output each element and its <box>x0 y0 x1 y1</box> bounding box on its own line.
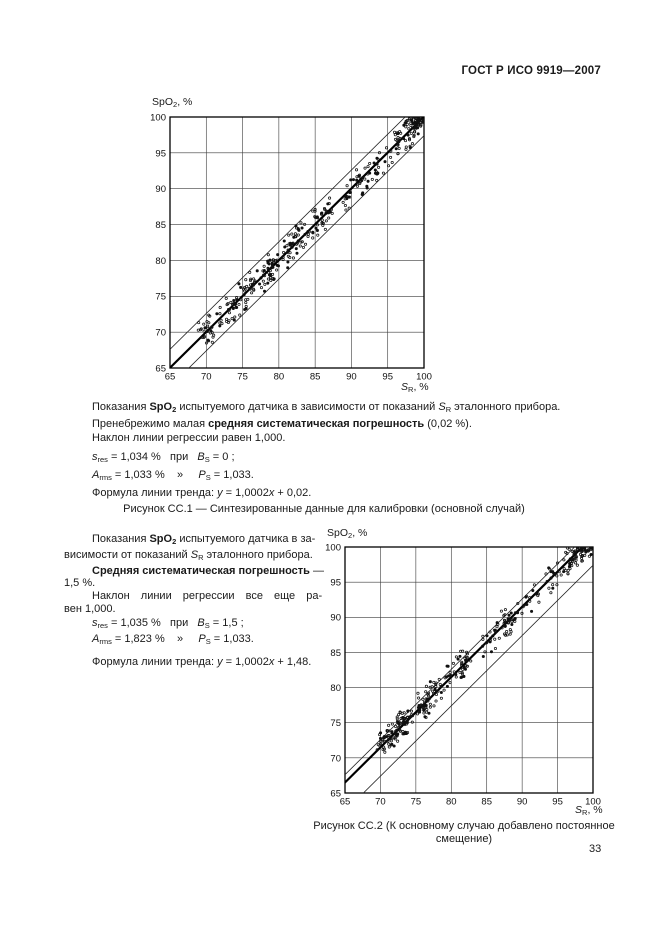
svg-text:90: 90 <box>346 371 357 383</box>
figure2-desc-line4: 1,5 %. <box>64 577 96 590</box>
figure1-caption: Рисунок СС.1 — Синтезированные данные для калибровки (основной случай) <box>123 503 525 515</box>
svg-text:65: 65 <box>330 788 341 800</box>
svg-text:100: 100 <box>325 542 341 554</box>
svg-text:70: 70 <box>155 327 166 339</box>
scatter-chart-cc1 <box>135 100 435 392</box>
svg-text:100: 100 <box>416 371 432 383</box>
svg-text:95: 95 <box>552 796 563 808</box>
svg-text:75: 75 <box>237 371 248 383</box>
svg-text:95: 95 <box>155 148 166 160</box>
svg-text:70: 70 <box>330 753 341 765</box>
figure1-trend-formula: Формула линии тренда: y = 1,0002x + 0,02. <box>92 487 312 499</box>
figure1-desc-line3: Наклон линии регрессии равен 1,000. <box>92 432 286 444</box>
figure2-desc-line3: Средняя систематическая погрешность — <box>92 564 324 577</box>
chart2-y-axis-label <box>327 527 367 540</box>
svg-text:100: 100 <box>585 796 601 808</box>
page-header: ГОСТ Р ИСО 9919—2007 <box>461 65 601 77</box>
x-axis-label-subscript: R <box>408 385 414 394</box>
svg-text:75: 75 <box>410 796 422 808</box>
x-axis-label-unit: , % <box>413 381 429 393</box>
figure2-desc-line5: Наклон линии регрессии все еще ра- <box>92 590 323 603</box>
svg-text:90: 90 <box>155 184 166 196</box>
figure1-formula-sres: $s_{res} = 1,034$ % при $B_S = 0$ ; <box>92 451 235 464</box>
chart2-x-axis-label <box>575 804 603 817</box>
figure2-formulas <box>92 617 254 648</box>
figure1-desc-line1: Показания SpO2 испытуемого датчика в зависимости от показаний $S_R$ эталонного прибора. <box>92 401 561 414</box>
svg-text:85: 85 <box>481 796 493 808</box>
figure2-caption <box>304 820 624 846</box>
svg-text:80: 80 <box>273 371 285 383</box>
figure2-desc-line1: Показания SpO2 испытуемого датчика в за- <box>92 533 316 546</box>
y-axis-label-subscript: 2 <box>348 531 353 540</box>
svg-text:75: 75 <box>155 291 166 303</box>
x-axis-label-text: S <box>401 381 409 393</box>
svg-text:75: 75 <box>330 718 341 730</box>
svg-text:90: 90 <box>330 612 341 624</box>
svg-text:65: 65 <box>339 796 351 808</box>
x-axis-label-subscript: R <box>582 808 588 817</box>
y-axis-label-text: SpO <box>327 527 349 539</box>
x-axis-label-text: S <box>575 804 583 816</box>
figure1-formulas <box>92 450 254 485</box>
svg-text:85: 85 <box>330 647 341 659</box>
svg-text:65: 65 <box>155 363 166 375</box>
y-axis-label-text: SpO <box>152 96 174 108</box>
y-axis-label-subscript: 2 <box>173 100 178 109</box>
figure2-description <box>64 533 324 616</box>
svg-text:95: 95 <box>382 371 394 383</box>
svg-text:85: 85 <box>309 371 321 383</box>
svg-text:100: 100 <box>150 112 166 124</box>
figure2-caption-line1: Рисунок СС.2 (К основному случаю добавлено постоянное <box>313 820 615 832</box>
figure2-desc-line2: висимости от показаний $S_R$ эталонного прибора. <box>64 548 313 562</box>
y-axis-label-unit: , % <box>352 527 368 539</box>
chart1-y-axis-label <box>152 96 192 109</box>
figure1-formula-arms: $A_{rms} = 1,033$ % » $P_S = 1,033$. <box>92 468 254 482</box>
svg-text:70: 70 <box>200 371 212 383</box>
figure1-desc-line2: Пренебрежимо малая средняя систематическая погрешность (0,02 %). <box>92 418 472 430</box>
svg-text:95: 95 <box>330 577 341 589</box>
x-axis-label-unit: , % <box>587 804 603 816</box>
svg-text:85: 85 <box>155 219 166 231</box>
page-number: 33 <box>589 843 602 855</box>
figure2-caption-line2: смещение) <box>435 833 493 845</box>
figure2-formula-sres: $s_{res} = 1,035$ % при $B_S = 1,5$ ; <box>92 617 244 630</box>
svg-text:90: 90 <box>516 796 528 808</box>
figure2-formula-arms: $A_{rms} = 1,823$ % » $P_S = 1,033$. <box>92 632 254 646</box>
svg-text:80: 80 <box>445 796 457 808</box>
svg-text:80: 80 <box>155 255 166 267</box>
figure1-description <box>92 400 560 445</box>
figure2-trend-formula: Формула линии тренда: y = 1,0002x + 1,48. <box>92 656 312 668</box>
figure2-desc-line6: вен 1,000. <box>64 602 116 615</box>
y-axis-label-unit: , % <box>177 96 193 108</box>
chart1-x-axis-label <box>401 381 429 394</box>
svg-text:65: 65 <box>164 371 176 383</box>
svg-text:70: 70 <box>375 796 386 808</box>
svg-text:80: 80 <box>330 682 341 694</box>
scatter-chart-cc2 <box>310 530 610 822</box>
